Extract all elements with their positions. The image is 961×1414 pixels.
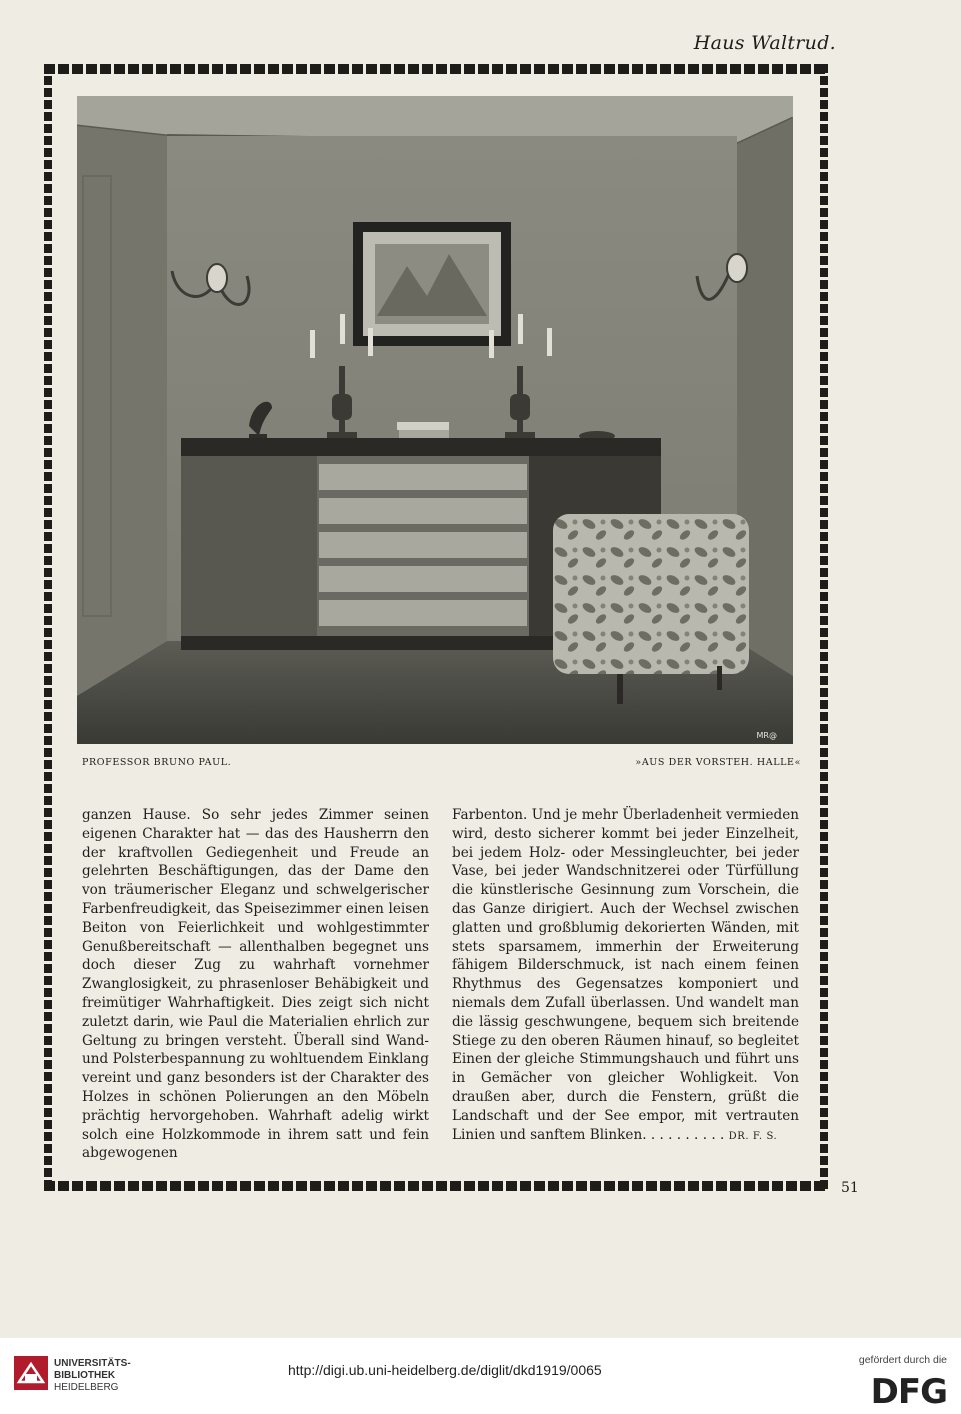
library-name-line1: UNIVERSITÄTS- [54,1358,131,1369]
body-text-left: ganzen Hause. So sehr jedes Zimmer seinen eigenen Charakter hat — das des Hausherrn den der kraftvollen Gediegenheit und Freude an gelehrten Beschäftigungen, das der Dame den von träumerischer Eleganz und schwelgerischer Farbenfreudigkeit, das Speisezimmer einen leisen Beiton von Feierlichkeit und wohlgestimmter Genußbereitschaft — allenthalben begegnet uns doch dieser Zug zu wahrhaft vornehmer Zwanglosigkeit, zu phrasenloser Behäbigkeit und freimütiger Wahrhaftigkeit. Dies zeigt sich nicht zuletzt darin, wie Paul die Materialien ehrlich zur Geltung zu bringen versteht. Überall sind Wand- und Polsterbespannung zu wohltuendem Einklang vereint und ganz besonders ist der Charakter des Holzes in schönen Polierungen an den Möbeln prächtig hervorgehoben. Wahrhaft adelig wirkt solch eine Holzkommode in ihrem satt und fein abgewogenen [82,807,429,1162]
author-signature: DR. F. S. [728,1130,778,1142]
library-name [54,1358,131,1394]
photo-illustration [77,96,793,744]
source-url[interactable]: http://digi.ub.uni-heidelberg.de/diglit/dkd1919/0065 [288,1362,602,1378]
digitization-footer [0,1338,961,1414]
funder-label: gefördert durch die [858,1354,947,1366]
page-header-title: Haus Waltrud. [693,32,836,54]
library-name-line3: HEIDELBERG [54,1382,119,1393]
text-column-right [452,806,799,1146]
caption-artist: PROFESSOR BRUNO PAUL. [82,757,232,768]
border-top [44,64,828,74]
interior-photograph [77,96,793,744]
library-logo-icon [14,1356,48,1390]
body-text-right [452,806,799,1146]
page-number: 51 [841,1180,859,1196]
dfg-logo: DFG [870,1372,947,1412]
border-left [44,64,52,1191]
caption-room: »AUS DER VORSTEH. HALLE« [635,757,801,768]
border-bottom [44,1181,828,1191]
library-name-line2: BIBLIOTHEK [54,1370,116,1381]
photo-monogram: MR@ [756,731,777,740]
body-text-right-content: Farbenton. Und je mehr Überladenheit vermieden wird, desto sicherer kommt bei jeder Einzelheit, bei jedem Holz- oder Messingleuchter, bei jeder Vase, bei jeder Wandschnitzerei oder Türfüllung die künstlerische Gesinnung zum Vorschein, die das Ganze dirigiert. Auch der Wechsel zwischen glatten und großblumig dekorierten Wänden, mit stets sparsamem, immerhin der Erweiterung fähigem Bilderschmuck, ist nach einem feinen Rhythmus des Gegensatzes komponiert und niemals dem Zufall überlassen. Und wandelt man die lässig geschwungene, bequem sich breitende Stiege zu den oberen Räumen hinauf, so begleitet Einen der gleiche Stimmungshauch und führt uns in Gemächer von gleicher Wohligkeit. Von draußen aber, durch die Fenstern, grüßt die Landschaft und der See empor, mit vertrauten Linien und sanftem Blinken. . . . . . . . . . [452,807,799,1143]
border-right [820,64,828,1191]
text-column-left [82,806,429,1163]
